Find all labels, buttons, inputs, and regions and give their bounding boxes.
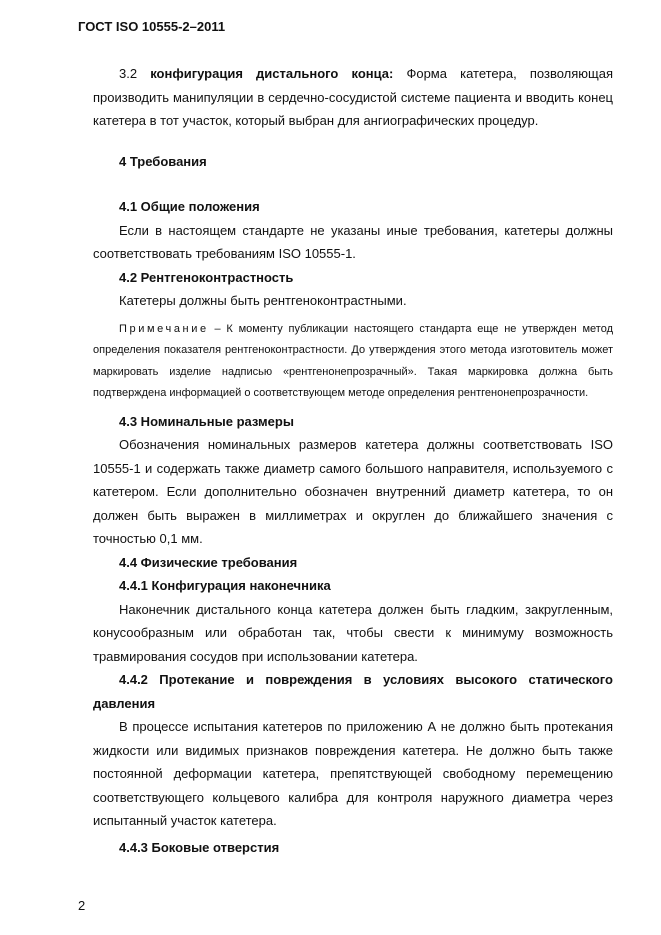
clause-term: конфигурация дистального конца: xyxy=(150,66,394,81)
page-number: 2 xyxy=(78,898,86,913)
page-header: ГОСТ ISO 10555-2–2011 xyxy=(78,19,226,34)
section-4-2-heading: 4.2 Рентгеноконтрастность xyxy=(119,269,294,285)
section-4-1-text: Если в настоящем стандарте не указаны иные требования, катетеры должны соответствовать требованиям ISO 10555-1. xyxy=(93,222,613,261)
note-text: – К моменту публикации настоящего стандарта еще не утвержден метод определения показателя рентгеноконтрастности. До утверждения этого метода изготовитель может маркировать изделие надписью «рентгенонепрозрачный». Такая маркировка должна быть подтверждена информацией о соответствующем методе определения рентгенонепрозрачности. xyxy=(93,322,613,399)
clause-number: 3.2 xyxy=(119,66,138,81)
section-4-1-heading: 4.1 Общие положения xyxy=(119,199,260,214)
clause-text: Форма катетера, позволяющая производить манипуляции в сердечно-сосудистой системе пациента и вводить конец катетера в тот участок, который выбран для ангиографических процедур. xyxy=(93,66,613,128)
section-4-4-2-text: В процессе испытания катетеров по приложению А не должно быть протекания жидкости или видимых признаков повреждения катетера. Не должно быть также постоянной деформации катетера, препятствующей свободному перемещению соответствующего кольцевого калибра для контроля наружного диаметра через испытанный участок катетера. xyxy=(93,719,613,828)
section-4-4-heading: 4.4 Физические требования xyxy=(119,554,298,570)
section-4-4-1-heading: 4.4.1 Конфигурация наконечника xyxy=(119,578,331,593)
clause-3-2 xyxy=(93,62,613,133)
section-4-3-text: Обозначения номинальных размеров катетера должны соответствовать ISO 10555-1 и содержать также диаметр самого большого направителя, используемого с катетером. Если дополнительно обозначен внутренний диаметр катетера, то он должен быть выражен в миллиметрах и округлен до ближайшего значения с точностью 0,1 мм. xyxy=(93,437,613,546)
section-4-4-3-heading: 4.4.3 Боковые отверстия xyxy=(119,839,280,855)
note-paragraph xyxy=(93,319,613,405)
section-4-4-2-heading: 4.4.2 Протекание и повреждения в условиях высокого статического давления xyxy=(93,672,613,711)
page-content xyxy=(93,62,613,859)
section-4-heading: 4 Требования xyxy=(119,153,207,169)
section-4-3-heading: 4.3 Номинальные размеры xyxy=(119,413,294,429)
section-4-4-1-text: Наконечник дистального конца катетера должен быть гладким, закругленным, конусообразным или обработан так, чтобы свести к минимуму возможность травмирования сосудов при использовании катетера. xyxy=(93,601,613,664)
note-label: Примечание xyxy=(119,322,209,335)
section-4-2-text: Катетеры должны быть рентгеноконтрастными. xyxy=(119,293,407,308)
